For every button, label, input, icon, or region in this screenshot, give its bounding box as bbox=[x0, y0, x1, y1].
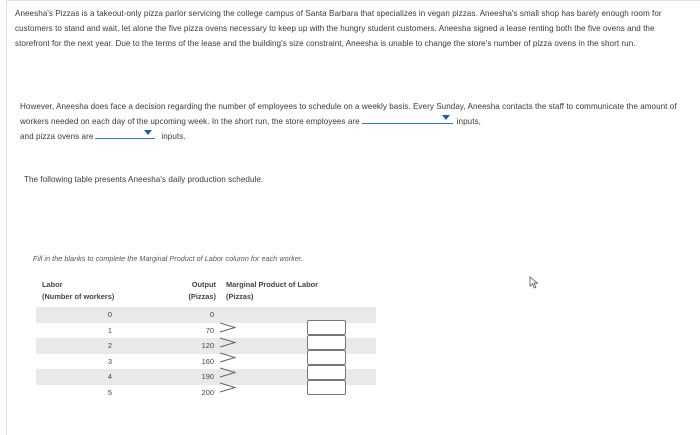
schedule-intro: The following table presents Aneesha's daily production schedule. bbox=[24, 175, 264, 184]
intro-paragraph: Aneesha's Pizzas is a takeout-only pizza parlor servicing the college campus of Santa Barbara that specializes in vegan pizzas. Aneesha's small shop has barely enough room for customers to stand and wait, let alone the five pizza ovens necessary to keep up with the hungry student customers. Aneesha signed a lease renting both the five ovens and the storefront for the next year. Due to the terms of the lease and the building's size constraint, Aneesha is unable to change the store's number of pizza ovens in the short run. bbox=[15, 9, 662, 48]
mp-input-worker-2[interactable] bbox=[307, 335, 346, 350]
labor-cell: 2 bbox=[107, 341, 112, 350]
output-cell: 70 bbox=[205, 325, 214, 335]
labor-header-1: Labor bbox=[42, 280, 63, 289]
mouse-cursor-icon bbox=[529, 276, 539, 289]
chevron-right-icon bbox=[219, 322, 236, 333]
decision-paragraph bbox=[20, 99, 690, 144]
decision-text-d: inputs. bbox=[161, 132, 186, 141]
chevron-right-icon bbox=[219, 367, 236, 378]
mp-input-worker-4[interactable] bbox=[307, 365, 346, 380]
mp-input-worker-3[interactable] bbox=[307, 350, 346, 365]
ovens-input-type-dropdown[interactable] bbox=[95, 129, 155, 139]
chevron-down-icon bbox=[144, 130, 152, 135]
decision-text-b: inputs, bbox=[456, 117, 481, 126]
output-cell: 120 bbox=[201, 341, 214, 350]
labor-cell: 1 bbox=[107, 325, 112, 335]
output-cell: 190 bbox=[201, 372, 214, 381]
marginal-product-inputs bbox=[219, 322, 349, 402]
chevron-right-icon bbox=[219, 382, 236, 393]
decision-text-a: However, Aneesha does face a decision regarding the number of employees to schedule on a weekly basis. Every Sunday, Aneesha contacts the staff to communicate the amount of workers needed on each day of the upcoming week. In the short run, the store employees are bbox=[20, 102, 677, 126]
mp-input-worker-5[interactable] bbox=[307, 380, 346, 395]
labor-header-2: (Number of workers) bbox=[42, 292, 115, 301]
decision-text-c: and pizza ovens are bbox=[20, 132, 94, 141]
labor-cell: 5 bbox=[107, 387, 112, 397]
mp-header-2: (Pizzas) bbox=[226, 292, 254, 301]
chevron-right-icon bbox=[219, 352, 236, 363]
panel-border-left bbox=[6, 0, 7, 435]
panel-border-top bbox=[6, 0, 700, 1]
output-header-1: Output bbox=[191, 280, 216, 289]
mp-cell bbox=[222, 307, 376, 323]
output-header-2: (Pizzas) bbox=[188, 292, 216, 301]
mp-input-worker-1[interactable] bbox=[307, 320, 346, 335]
chevron-down-icon bbox=[442, 115, 450, 120]
instruction-text: Fill in the blanks to complete the Marginal Product of Labor column for each worker. bbox=[33, 254, 303, 263]
labor-cell: 0 bbox=[107, 310, 112, 319]
employees-input-type-dropdown[interactable] bbox=[362, 114, 453, 124]
mp-header-1: Marginal Product of Labor bbox=[226, 280, 318, 289]
output-cell: 200 bbox=[201, 387, 214, 397]
output-cell: 0 bbox=[209, 310, 214, 319]
chevron-right-icon bbox=[219, 337, 236, 348]
output-cell: 160 bbox=[201, 356, 214, 366]
labor-cell: 4 bbox=[107, 372, 112, 381]
labor-cell: 3 bbox=[107, 356, 112, 366]
